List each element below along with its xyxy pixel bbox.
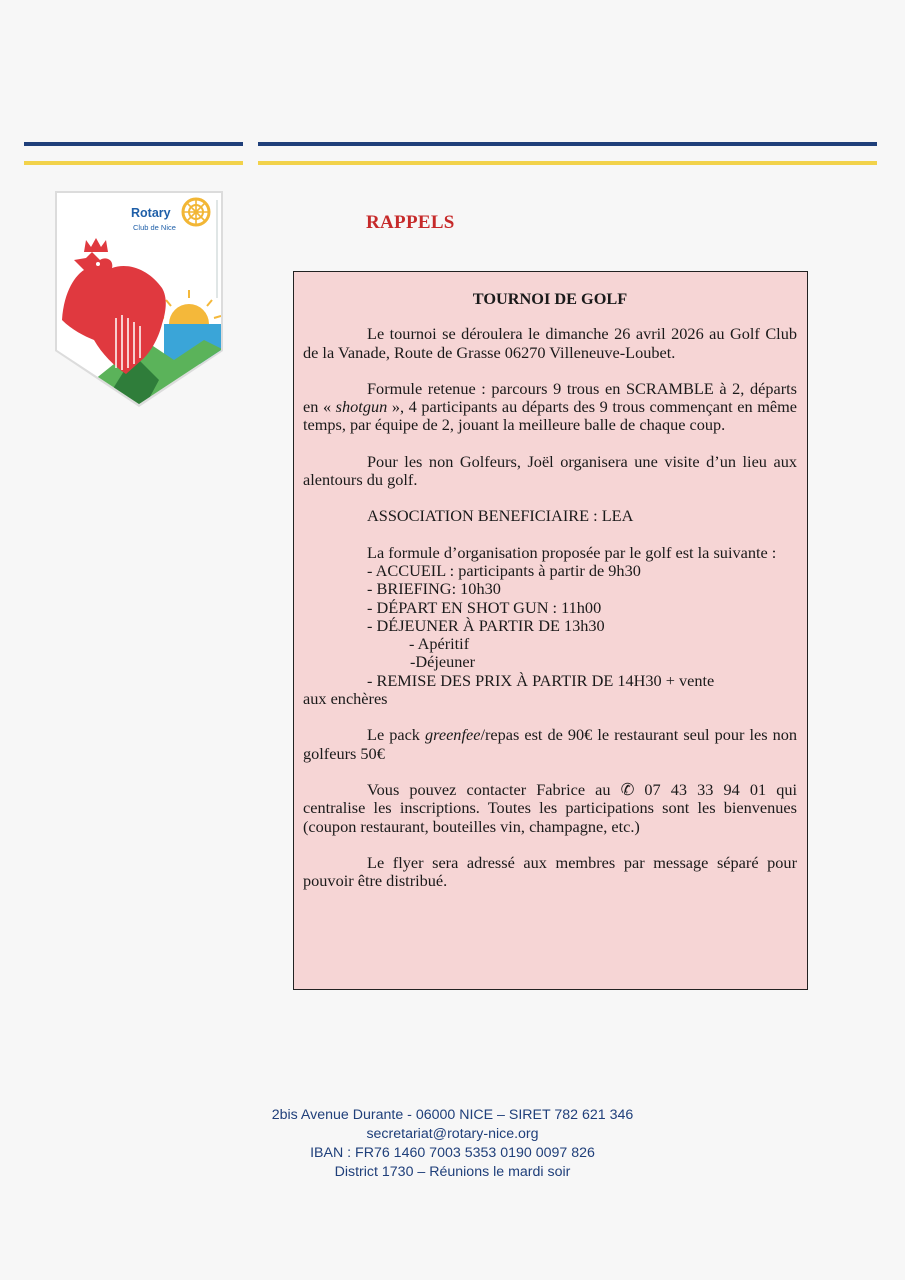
header-rule-right-navy [258, 142, 877, 146]
format-text-end: », 4 participants au départs des 9 trous commençant en même temps, par équipe de 2, jouant la meilleure balle de chaque coup. [303, 397, 797, 435]
paragraph-flyer: Le flyer sera adressé aux membres par message séparé pour pouvoir être distribué. [303, 852, 797, 891]
page-heading: RAPPELS [366, 212, 455, 233]
schedule-item-dejeuner: - DÉJEUNER À PARTIR DE 13h30 [367, 615, 605, 635]
pricing-greenfee-text: greenfee [424, 725, 481, 745]
paragraph-pricing [303, 726, 797, 763]
logo-club-text: Club de Nice [133, 223, 176, 232]
logo-rotary-text: Rotary [131, 206, 171, 220]
footer-address: 2bis Avenue Durante - 06000 NICE – SIRET 782 621 346 [271, 1107, 634, 1123]
paragraph-non-golfers: Pour les non Golfeurs, Joël organisera une visite d’un lieu aux alentours du golf. [303, 451, 797, 490]
golf-tournament-box [293, 271, 808, 990]
pricing-text-end: /repas est de 90€ le restaurant seul pour les non golfeurs 50€ [303, 725, 798, 763]
paragraph-format [303, 380, 797, 435]
paragraph-organisation: La formule d’organisation proposée par le golf est la suivante : [367, 542, 777, 562]
schedule-item-briefing: - BRIEFING: 10h30 [367, 579, 501, 599]
schedule-subitem-aperitif: - Apéritif [409, 634, 470, 654]
footer-iban: IBAN : FR76 1460 7003 5353 0190 0097 826 [310, 1145, 595, 1161]
pricing-text-start: Le pack [367, 725, 425, 745]
header-rule-right-yellow [258, 161, 877, 165]
paragraph-beneficiary: ASSOCIATION BENEFICIAIRE : LEA [367, 506, 634, 526]
schedule-item-remise-line1: - REMISE DES PRIX À PARTIR DE 14H30 + vente [367, 670, 715, 690]
header-rule-left-navy [24, 142, 243, 146]
schedule-subitem-dejeuner: -Déjeuner [410, 652, 476, 672]
schedule-item-depart: - DÉPART EN SHOT GUN : 11h00 [367, 597, 602, 617]
rotary-club-logo [54, 190, 224, 408]
box-title: TOURNOI DE GOLF [472, 289, 628, 308]
footer-district: District 1730 – Réunions le mardi soir [334, 1164, 571, 1180]
header-rule-left-yellow [24, 161, 243, 165]
schedule-item-accueil: - ACCUEIL : participants à partir de 9h30 [367, 560, 641, 580]
footer-email: secretariat@rotary-nice.org [366, 1126, 539, 1142]
rotary-wheel-icon [183, 199, 209, 225]
format-shotgun-text: shotgun [335, 397, 388, 417]
footer [0, 1106, 905, 1182]
schedule-item-remise-line2: aux enchères [303, 689, 388, 709]
format-text-start: Formule retenue : parcours 9 trous en SCRAMBLE à 2, départs en « [303, 378, 797, 417]
paragraph-contact: Vous pouvez contacter Fabrice au ✆ 07 43 33 94 01 qui centralise les inscriptions. Toutes les participations sont les bienvenues (coupon restaurant, bouteilles vin, champagne, etc.) [303, 779, 797, 836]
paragraph-date-location: Le tournoi se déroulera le dimanche 26 avril 2026 au Golf Club de la Vanade, Route de Grasse 06270 Villeneuve-Loubet. [303, 324, 797, 362]
